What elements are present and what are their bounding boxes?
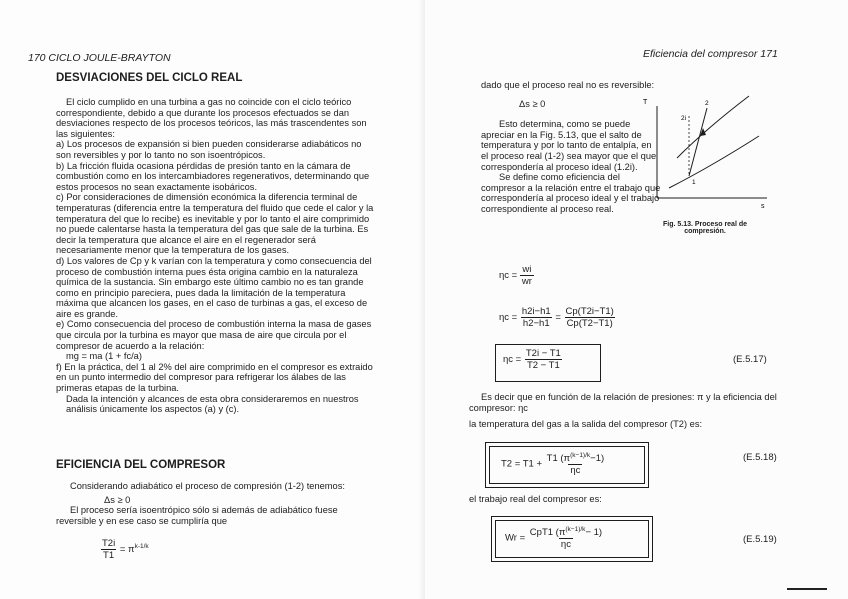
eq3-num: T2i − T1: [525, 348, 561, 359]
eq1-den: wr: [521, 276, 532, 287]
list-item: e) Como consecuencia del proceso de combustión interna la masa de gases que circula por la turbina es mayor que masa de aire que circula por el compresor de acuerdo a la relación:: [56, 319, 372, 351]
eq2-num2: Cp(T2i−T1): [565, 306, 614, 317]
outlet-temperature-eq: [501, 452, 606, 476]
point-2i-label: 2i: [681, 115, 687, 122]
eq4-num: T1 (π: [546, 453, 571, 465]
eq-exponent: k-1/k: [134, 542, 149, 550]
s2-intro: Considerando adiabático el proceso de compresión (1-2) tenemos:: [70, 481, 345, 491]
eq5-exp: (k−1)/k: [565, 526, 586, 533]
eq5-den: ηc: [560, 539, 571, 551]
figure-5-13: [637, 88, 777, 238]
eq1-num: wi: [522, 264, 532, 275]
ts-diagram: [637, 88, 777, 208]
eq1-lhs: ηc =: [499, 270, 518, 282]
left-body: [56, 97, 374, 415]
axis-x-label: s: [761, 203, 765, 208]
list-item: f) En la práctica, del 1 al 2% del aire comprimido en el compresor es extraido en un punto intermedio del compresor para refrigerar los álabes de las primeras etapas de la turbina.: [56, 361, 373, 394]
section-title-eficiencia: EFICIENCIA DEL COMPRESOR: [56, 459, 226, 471]
right-page-header: Eficiencia del compresor 171: [643, 48, 778, 60]
p1: dado que el proceso real no es reversible:: [481, 80, 655, 90]
efficiency-eq-3: [503, 348, 563, 371]
isentropic-equation: [100, 538, 149, 561]
eq2-den1: h2−h1: [522, 318, 550, 329]
efficiency-eq-1: [499, 264, 534, 287]
eq2-num1: h2i−h1: [521, 306, 551, 317]
closing-paragraph: Dada la intención y alcances de esta obra consideraremos en nuestros análisis únicamente los aspectos (a) y (c).: [66, 393, 359, 415]
p5: la temperatura del gas a la salida del compresor (T2) es:: [469, 419, 703, 430]
intro-paragraph: El ciclo cumplido en una turbina a gas no coincide con el ciclo teórico correspondiente, debido a que durante los procesos efectuados se dan desviaciones respecto de los procesos teóricos, las más trascendentes son las siguientes:: [56, 97, 367, 139]
eq2-equals: =: [555, 312, 561, 324]
eq-rhs: = π: [119, 544, 135, 556]
mass-relation: mg = ma (1 + fc/a): [66, 351, 142, 362]
eq5-lhs: Wr =: [505, 532, 526, 544]
eq-5-18-label: (E.5.18): [743, 452, 777, 463]
eq2-den2: Cp(T2−T1): [566, 318, 613, 329]
figure-caption: Fig. 5.13. Proceso real de compresión.: [662, 221, 748, 235]
p3: Se define como eficiencia del compresor a la relación entre el trabajo que correspondería al proceso ideal y el trabajo correspondiente al proceso real.: [481, 172, 661, 214]
right-page: [425, 0, 848, 599]
eq-denominator: T1: [103, 550, 115, 561]
eq5-num: CpT1 (π: [529, 527, 566, 539]
list-item: a) Los procesos de expansión si bien pueden considerarse adiabáticos no son reversibles y por lo tanto no son isoentrópicos.: [56, 139, 362, 160]
axis-y-label: T: [643, 99, 648, 106]
right-work-text: [469, 494, 769, 505]
efficiency-eq-2: [499, 306, 616, 329]
scan-edge-mark: [787, 588, 827, 598]
list-item: d) Los valores de Cp y k varían con la temperatura y como consecuencia del proceso de combustión interna pues ésta origina cambio en la naturaleza química de la sustancia. Sin embargo este último cambio no es tan grande como en principio pareciera, pues dada la limitación de la temperatura máxima que alcancen los gases, en el caso de turbinas a gas, el exceso de aire es grande.: [56, 255, 372, 319]
eq-numerator: T2i: [102, 538, 116, 549]
eq-5-19-label: (E.5.19): [743, 534, 777, 545]
p2: Esto determina, como se puede apreciar en la Fig. 5.13, que el salto de temperatura y por lo tanto de entalpía, en el proceso real (1-2) sea mayor que el que correspondería al proceso ideal (1.2i).: [481, 119, 657, 172]
point-1-label: 1: [692, 179, 696, 186]
eq4-num-tail: −1): [590, 453, 605, 465]
right-inequality: Δs ≥ 0: [519, 98, 546, 109]
s2-text: El proceso sería isoentrópico sólo si además de adiabático fuese reversible y en ese caso se cumpliría que: [56, 505, 338, 526]
section-title-desviaciones: DESVIACIONES DEL CICLO REAL: [56, 72, 243, 84]
p6: el trabajo real del compresor es:: [469, 494, 602, 504]
p4: Es decir que en función de la relación de presiones: π y la eficiencia del compresor: ηc: [469, 392, 777, 413]
right-top-text: [481, 80, 661, 215]
eq4-den: ηc: [570, 465, 581, 477]
real-work-eq: [505, 526, 604, 550]
eq5-num-tail: − 1): [585, 527, 603, 539]
eq4-exp: (k−1)/k: [570, 452, 591, 459]
left-page-header: 170 CICLO JOULE-BRAYTON: [28, 52, 171, 64]
list-item: c) Por consideraciones de dimensión económica la diferencia terminal de temperaturas (diferencia entre la temperatura del fluido que cede el calor y la temperatura del que lo recibe) es inevitable y por lo tanto el aire comprimido no puede calentarse hasta la temperatura del gas que sale de la turbina. Es decir la temperatura que alcance el aire en el regenerador será necesariamente menor que la temperatura de los gases.: [56, 192, 374, 256]
point-2-label: 2: [705, 100, 709, 107]
eq2-lhs: ηc =: [499, 312, 518, 324]
list-item: b) La fricción fluida ocasiona pérdidas de presión tanto en la cámara de combustión como en los intercambiadores regenerativos, determinando que estos procesos no sean exactamente isobáricos.: [56, 160, 370, 192]
s2-inequality: Δs ≥ 0: [104, 494, 131, 505]
eq3-den: T2 − T1: [526, 360, 560, 371]
eq3-lhs: ηc =: [503, 354, 522, 366]
eq-5-17-label: (E.5.17): [733, 354, 767, 365]
eq4-lhs: T2 = T1 +: [501, 458, 543, 470]
right-mid-text: [469, 392, 809, 430]
left-section2-body: [56, 481, 374, 526]
